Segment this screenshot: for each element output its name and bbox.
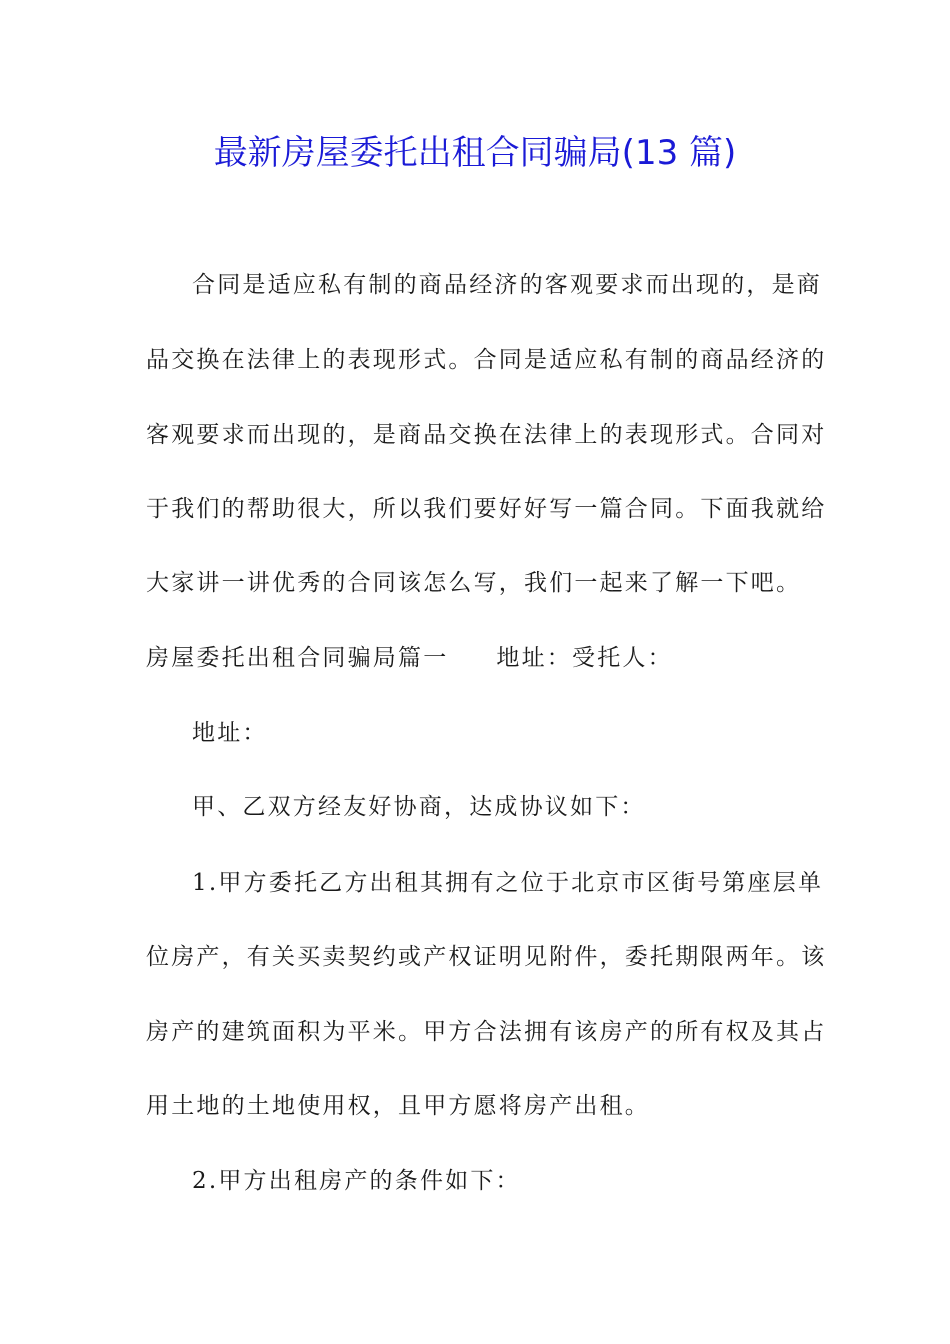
paragraph-line: 位房产，有关买卖契约或产权证明见附件，委托期限两年。该 [146, 944, 827, 970]
paragraph-line: 品交换在法律上的表现形式。合同是适应私有制的商品经济的 [146, 347, 827, 373]
paragraph-line: 地址： [192, 720, 268, 746]
paragraph-line: 于我们的帮助很大，所以我们要好好写一篇合同。下面我就给 [146, 496, 827, 522]
paragraph-line: 2.甲方出租房产的条件如下： [192, 1168, 521, 1194]
paragraph-line: 房产的建筑面积为平米。甲方合法拥有该房产的所有权及其占 [146, 1019, 827, 1045]
paragraph-line: 客观要求而出现的，是商品交换在法律上的表现形式。合同对 [146, 422, 827, 448]
paragraph-line: 大家讲一讲优秀的合同该怎么写，我们一起来了解一下吧。 [146, 570, 802, 596]
paragraph-line: 1.甲方委托乙方出租其拥有之位于北京市区街号第座层单 [192, 870, 824, 896]
section-heading-line [146, 643, 816, 673]
section-heading-address: 地址：受托人： [496, 645, 673, 671]
paragraph-line: 甲、乙双方经友好协商，达成协议如下： [192, 794, 646, 820]
paragraph-line: 用土地的土地使用权，且甲方愿将房产出租。 [146, 1093, 650, 1119]
section-heading: 房屋委托出租合同骗局篇一 [146, 645, 449, 671]
paragraph-line: 合同是适应私有制的商品经济的客观要求而出现的，是商 [192, 272, 822, 298]
document-title: 最新房屋委托出租合同骗局(13 篇) [213, 133, 737, 173]
